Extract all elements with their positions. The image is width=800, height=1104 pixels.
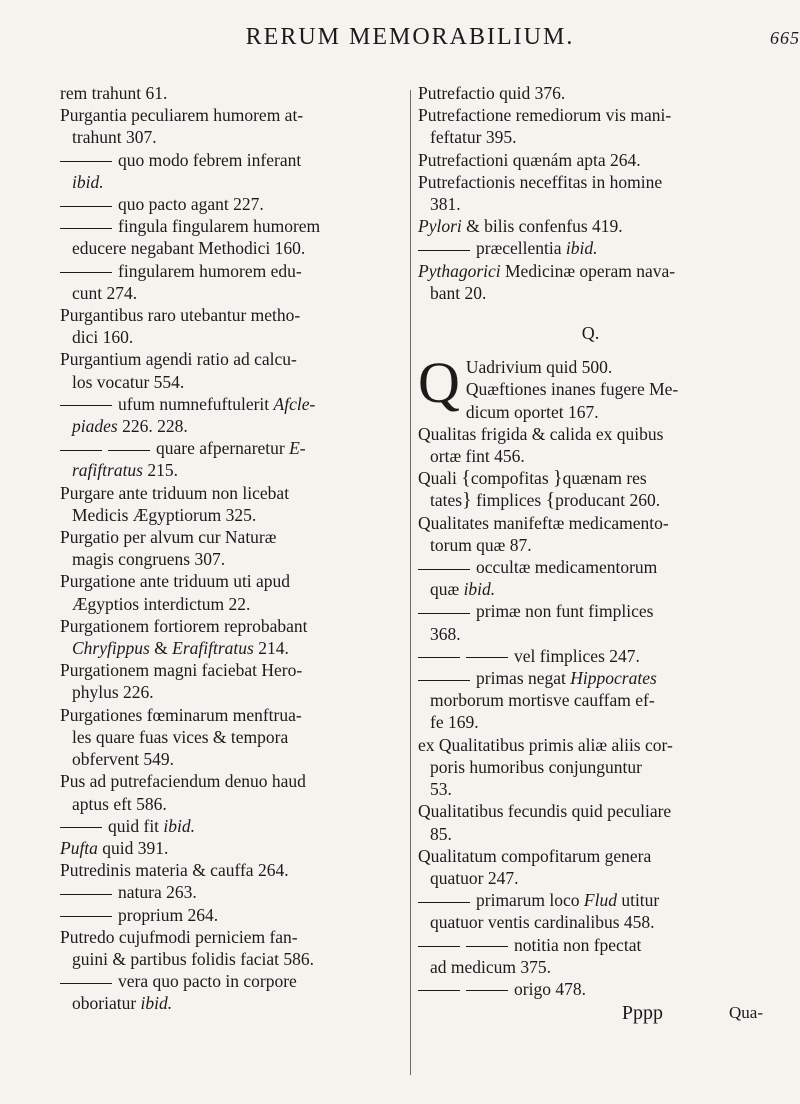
index-entry: Pus ad putrefaciendum denuo haud aptus eft 586. — [60, 771, 306, 814]
index-entry: Putredinis materia & cauffa 264. — [60, 860, 289, 881]
index-entry: Putrefactionis neceffitas in homine 381. — [418, 171, 663, 215]
index-entry: Pythagorici Medicinæ operam nava- bant 20. — [418, 260, 676, 303]
index-entry: Putredo cujufmodi perniciem fan- guini & partibus folidis faciat 586. — [60, 926, 315, 969]
page-number: 665 — [770, 28, 800, 48]
index-entry: vera quo pacto in corpore oboriatur ibid. — [60, 970, 405, 1014]
index-entry: rem trahunt 61. — [60, 83, 168, 103]
index-entry: Pylori & bilis confenfus 419. — [418, 216, 623, 237]
index-entry: Purgatio per alvum cur Naturæ magis congruens 307. — [60, 527, 277, 570]
index-entry: Qualitates manifeftæ medicamento- torum quæ 87. — [418, 512, 669, 555]
index-entry: Purgationem fortiorem reprobabant Chryfippus & Erafiftratus 214. — [60, 615, 308, 659]
index-entry: quid fit ibid. — [60, 815, 405, 837]
index-entry: primæ non funt fimplices 368. — [418, 600, 763, 644]
index-entry: Purgare ante triduum non licebat Medicis Ægyptiorum 325. — [60, 482, 290, 525]
catchword: Qua- — [729, 1003, 763, 1023]
index-entry: præcellentia ibid. — [418, 237, 763, 259]
index-entry: primarum loco Flud utitur quatuor ventis cardinalibus 458. — [418, 889, 763, 933]
index-entry: Purgationem magni faciebat Hero- phylus 226. — [60, 660, 303, 703]
index-entry: proprium 264. — [60, 904, 405, 926]
index-entry: Qualitas frigida & calida ex quibus ortæ fint 456. — [418, 423, 664, 467]
index-entry: Putrefactione remediorum vis mani- feftatur 395. — [418, 105, 672, 148]
index-entry: Purgantibus raro utebantur metho- dici 160. — [60, 305, 301, 348]
signature-mark: Pppp — [621, 1002, 664, 1025]
index-entry: notitia non fpectat ad medicum 375. — [418, 934, 763, 978]
right-column — [418, 82, 763, 1024]
index-entry: vel fimplices 247. — [418, 645, 763, 667]
index-entry: Quali {compofitas }quænam res tates} fimplices {producant 260. — [418, 467, 661, 512]
left-column — [60, 82, 405, 1015]
index-entry: fingula fingularem humorem educere negabant Methodici 160. — [60, 215, 405, 259]
index-entry: origo 478. — [418, 978, 763, 1000]
index-entry: occultæ medicamentorum quæ ibid. — [418, 556, 763, 600]
index-entry: fingularem humorem edu- cunt 274. — [60, 260, 405, 304]
index-entry: ex Qualitatibus primis aliæ aliis cor- poris humoribus conjunguntur 53. — [418, 734, 673, 800]
index-entry: Purgantium agendi ratio ad calcu- los vocatur 554. — [60, 349, 297, 392]
index-entry: Purgationes fœminarum menftrua- les quare fuas vices & tempora obfervent 549. — [60, 704, 302, 770]
index-entry: Putrefactioni quænám apta 264. — [418, 149, 641, 170]
index-entry: Q Uadrivium quid 500. Quæftiones inanes fugere Me- dicum oportet 167. — [418, 350, 679, 422]
index-entry: Purgatione ante triduum uti apud Ægyptios interdictum 22. — [60, 571, 291, 614]
drop-cap: Q — [418, 350, 460, 416]
header-title: RERUM MEMORABILIUM. — [245, 24, 575, 50]
index-entry: Qualitatum compofitarum genera quatuor 247. — [418, 845, 652, 888]
section-letter: Q. — [581, 323, 600, 344]
index-entry: Putrefactio quid 376. — [418, 83, 566, 103]
column-divider — [410, 90, 411, 1075]
index-entry: Purgantia peculiarem humorem at- trahunt 307. — [60, 105, 304, 148]
index-entry: Qualitatibus fecundis quid peculiare 85. — [418, 801, 672, 844]
index-entry: primas negat Hippocrates morborum mortisve cauffam ef- fe 169. — [418, 667, 763, 734]
index-entry: quo pacto agant 227. — [60, 193, 405, 215]
index-entry: ufum numnefuftulerit Afcle- piades 226. 228. — [60, 393, 405, 437]
index-entry: Pufta quid 391. — [60, 837, 169, 858]
index-entry: quare afpernaretur E- rafiftratus 215. — [60, 437, 405, 481]
index-entry: quo modo febrem inferant ibid. — [60, 149, 405, 193]
catchwords — [418, 1002, 763, 1024]
running-header — [60, 24, 800, 51]
index-entry: natura 263. — [60, 881, 405, 903]
